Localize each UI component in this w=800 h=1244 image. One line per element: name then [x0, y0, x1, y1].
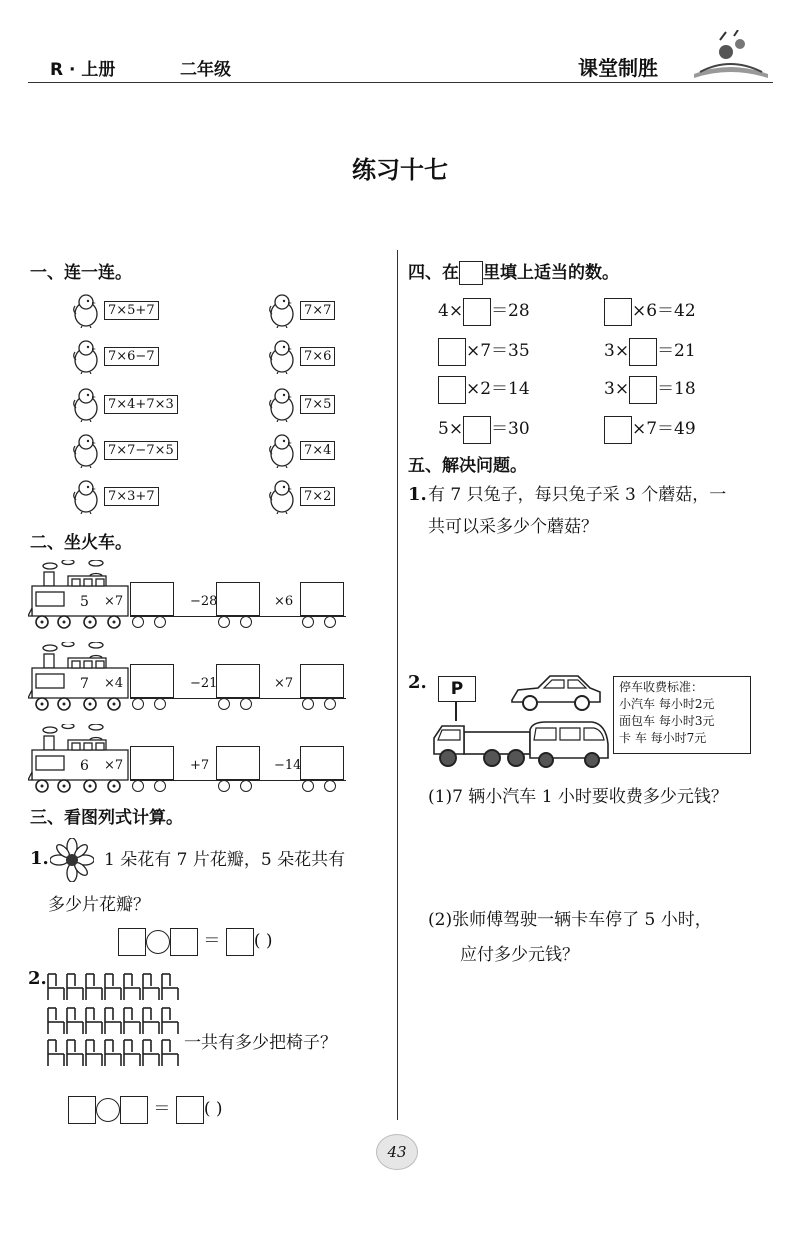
fill-in-equation: [438, 374, 530, 404]
equation-suffix: ×6＝42: [632, 301, 696, 321]
q5-1-line1: 有 7 只兔子，每只兔子采 3 个蘑菇，一: [428, 485, 727, 505]
train-wagon-answer-box[interactable]: [130, 664, 174, 698]
q5-2-sub1: (1)7 辆小汽车 1 小时要收费多少元钱？: [428, 787, 728, 807]
chick-icon: [268, 386, 296, 426]
wheel-icon: [302, 616, 314, 628]
match-card-right[interactable]: 7×6: [300, 347, 335, 366]
match-card-left[interactable]: 7×5+7: [104, 301, 159, 320]
wheel-icon: [132, 616, 144, 628]
answer-box[interactable]: [629, 338, 657, 366]
operator-circle[interactable]: [96, 1098, 120, 1122]
fill-in-equation: [604, 336, 696, 366]
book-logo-icon: [690, 30, 772, 82]
q3-1-text-a: 1 朵花有 7 片花瓣，5 朵花共有: [104, 850, 346, 870]
header-grade: 二年级: [180, 60, 231, 80]
wheel-icon: [240, 780, 252, 792]
wheel-icon: [218, 616, 230, 628]
answer-box[interactable]: [604, 416, 632, 444]
match-card-left[interactable]: 7×7−7×5: [104, 441, 178, 460]
chick-icon: [268, 338, 296, 378]
fee-row: 卡 车 每小时7元: [619, 731, 707, 745]
answer-box[interactable]: [438, 376, 466, 404]
fill-in-equation: [604, 374, 696, 404]
fill-in-equation: [604, 414, 696, 444]
q3-2-equation: ＝ ( ): [68, 1094, 222, 1124]
flower-icon: [50, 838, 94, 882]
train-operation: ×7: [104, 594, 124, 609]
train-operation: ×7: [274, 676, 294, 691]
van-icon: [526, 720, 612, 770]
operator-circle[interactable]: [146, 930, 170, 954]
match-card-left[interactable]: 7×4+7×3: [104, 395, 178, 414]
chick-icon: [268, 478, 296, 518]
equation-suffix: ＝28: [491, 301, 530, 321]
wheel-icon: [302, 698, 314, 710]
wheel-icon: [240, 616, 252, 628]
wheel-icon: [132, 698, 144, 710]
wheel-icon: [154, 616, 166, 628]
column-divider: [397, 250, 398, 1120]
q3-2-number: 2.: [28, 968, 47, 989]
q5-2-number: 2.: [408, 672, 427, 693]
answer-box[interactable]: [68, 1096, 96, 1124]
fill-in-equation: [438, 296, 530, 326]
train-wagon-answer-box[interactable]: [300, 582, 344, 616]
answer-box[interactable]: [120, 1096, 148, 1124]
fee-row: 面包车 每小时3元: [619, 714, 715, 728]
match-card-right[interactable]: 7×2: [300, 487, 335, 506]
equation-suffix: ×7＝35: [466, 341, 530, 361]
fill-in-equation: [438, 414, 530, 444]
equation-prefix: 5×: [438, 419, 464, 439]
page-title: 练习十七: [352, 156, 448, 184]
chick-icon: [268, 292, 296, 332]
train-wagon-answer-box[interactable]: [300, 664, 344, 698]
train-wagon-answer-box[interactable]: [216, 664, 260, 698]
q5-1-number: 1.: [408, 484, 427, 505]
train-operation: ×7: [104, 758, 124, 773]
unit-paren: ( ): [203, 1099, 223, 1119]
match-card-right[interactable]: 7×7: [300, 301, 335, 320]
header-rule: [28, 82, 773, 83]
fill-in-equation: [438, 336, 530, 366]
equation-suffix: ×7＝49: [632, 419, 696, 439]
wheel-icon: [302, 780, 314, 792]
q3-2-text: 一共有多少把椅子？: [184, 1033, 337, 1053]
chick-icon: [72, 292, 100, 332]
train-wagon-answer-box[interactable]: [130, 582, 174, 616]
train-start-number: 6: [80, 758, 89, 774]
train-operation: −28: [190, 594, 218, 609]
car-icon: [508, 670, 604, 714]
wheel-icon: [240, 698, 252, 710]
train-operation: −14: [274, 758, 302, 773]
section3-heading: 三、看图列式计算。: [30, 808, 183, 828]
chick-icon: [72, 432, 100, 472]
wheel-icon: [324, 698, 336, 710]
train-start-number: 5: [80, 594, 89, 610]
fee-table: [613, 676, 751, 754]
parking-sign: P: [438, 676, 476, 702]
answer-box[interactable]: [463, 298, 491, 326]
wheel-icon: [154, 698, 166, 710]
equation-prefix: 3×: [604, 341, 630, 361]
unit-paren: ( ): [253, 931, 273, 951]
chick-icon: [72, 478, 100, 518]
fee-row: 小汽车 每小时2元: [619, 697, 715, 711]
blank-box-icon: [459, 261, 483, 285]
header-edition: R · 上册: [50, 60, 116, 80]
answer-box[interactable]: [170, 928, 198, 956]
match-card-left[interactable]: 7×6−7: [104, 347, 159, 366]
answer-box[interactable]: [226, 928, 254, 956]
header-brand: 课堂制胜: [578, 56, 658, 80]
train-wagon-answer-box[interactable]: [130, 746, 174, 780]
chairs-icon: [46, 972, 186, 1072]
train-wagon-answer-box[interactable]: [216, 582, 260, 616]
wheel-icon: [132, 780, 144, 792]
train-operation: ×6: [274, 594, 294, 609]
q5-2-sub2-line1: (2)张师傅驾驶一辆卡车停了 5 小时，: [428, 910, 712, 930]
section4-heading-b: 里填上适当的数。: [483, 263, 619, 283]
truck-icon: [430, 712, 534, 770]
section5-heading: 五、解决问题。: [408, 456, 527, 476]
train-wagon-answer-box[interactable]: [300, 746, 344, 780]
q3-1-text-b: 多少片花瓣？: [48, 895, 150, 915]
chick-icon: [72, 386, 100, 426]
match-card-right[interactable]: 7×4: [300, 441, 335, 460]
match-card-left[interactable]: 7×3+7: [104, 487, 159, 506]
q5-2-sub2-line2: 应付多少元钱？: [460, 945, 579, 965]
chick-icon: [268, 432, 296, 472]
page-number: 43: [376, 1134, 418, 1170]
wheel-icon: [324, 780, 336, 792]
train-operation: ×4: [104, 676, 124, 691]
equation-suffix: ＝18: [657, 379, 696, 399]
answer-box[interactable]: [118, 928, 146, 956]
equation-prefix: 3×: [604, 379, 630, 399]
answer-box[interactable]: [176, 1096, 204, 1124]
match-card-right[interactable]: 7×5: [300, 395, 335, 414]
answer-box[interactable]: [463, 416, 491, 444]
answer-box[interactable]: [438, 338, 466, 366]
equation-suffix: ＝21: [657, 341, 696, 361]
fee-title: 停车收费标准：: [619, 680, 704, 694]
train-wagon-answer-box[interactable]: [216, 746, 260, 780]
fill-in-equation: [604, 296, 696, 326]
train-start-number: 7: [80, 676, 89, 692]
section4-heading-a: 四、在: [408, 263, 459, 283]
equation-suffix: ×2＝14: [466, 379, 530, 399]
q3-1-number: 1.: [30, 848, 49, 869]
wheel-icon: [218, 698, 230, 710]
equation-prefix: 4×: [438, 301, 464, 321]
equation-suffix: ＝30: [491, 419, 530, 439]
train-operation: −21: [190, 676, 218, 691]
train-operation: +7: [190, 758, 210, 773]
q5-1-line2: 共可以采多少个蘑菇？: [428, 517, 598, 537]
section1-heading: 一、连一连。: [30, 263, 132, 283]
answer-box[interactable]: [629, 376, 657, 404]
section2-heading: 二、坐火车。: [30, 533, 132, 553]
wheel-icon: [154, 780, 166, 792]
section4-heading: [408, 258, 619, 285]
chick-icon: [72, 338, 100, 378]
answer-box[interactable]: [604, 298, 632, 326]
q3-1-equation: ＝ ( ): [118, 926, 272, 956]
wheel-icon: [324, 616, 336, 628]
wheel-icon: [218, 780, 230, 792]
